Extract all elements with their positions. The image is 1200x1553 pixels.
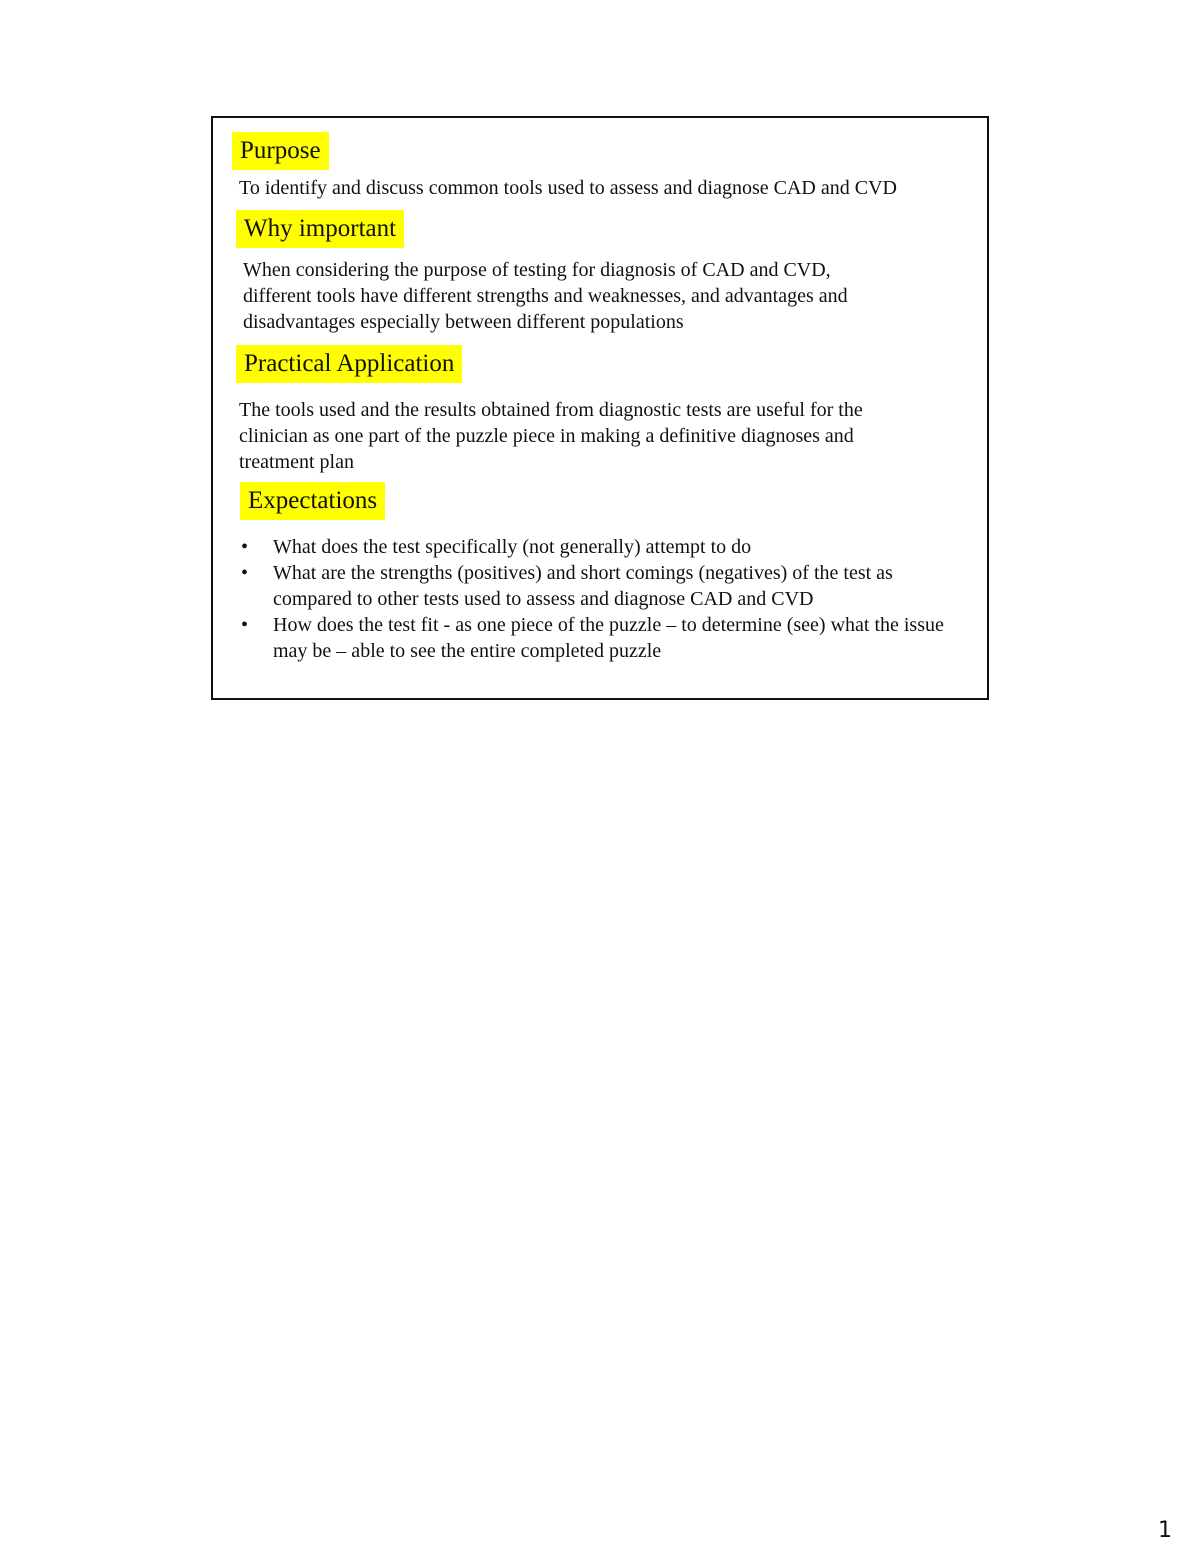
list-item: [239, 612, 959, 664]
why-important-text: When considering the purpose of testing for diagnosis of CAD and CVD, different tools have different strengths and weaknesses, and advantages and disadvantages especially between different populations: [243, 259, 848, 333]
list-item-text: How does the test fit - as one piece of the puzzle – to determine (see) what the issue may be – able to see the entire completed puzzle: [273, 614, 944, 662]
list-item: [239, 534, 959, 560]
bullet-icon: •: [241, 614, 249, 636]
expectations-heading: Expectations: [240, 482, 385, 520]
expectations-list: [239, 534, 959, 664]
purpose-text: To identify and discuss common tools used to assess and diagnose CAD and CVD: [239, 177, 897, 199]
purpose-heading: Purpose: [232, 132, 329, 170]
slide-frame: [211, 116, 989, 700]
bullet-icon: •: [241, 536, 249, 558]
page-number: 1: [1158, 1518, 1172, 1543]
list-item-text: What does the test specifically (not generally) attempt to do: [273, 536, 752, 558]
list-item: [239, 560, 959, 612]
why-important-heading: Why important: [236, 210, 404, 248]
practical-application-heading: Practical Application: [236, 345, 462, 383]
list-item-text: What are the strengths (positives) and short comings (negatives) of the test as compared to other tests used to assess and diagnose CAD and CVD: [273, 562, 893, 610]
practical-application-text: The tools used and the results obtained from diagnostic tests are useful for the clinician as one part of the puzzle piece in making a definitive diagnoses and treatment plan: [239, 399, 863, 473]
bullet-icon: •: [241, 562, 249, 584]
